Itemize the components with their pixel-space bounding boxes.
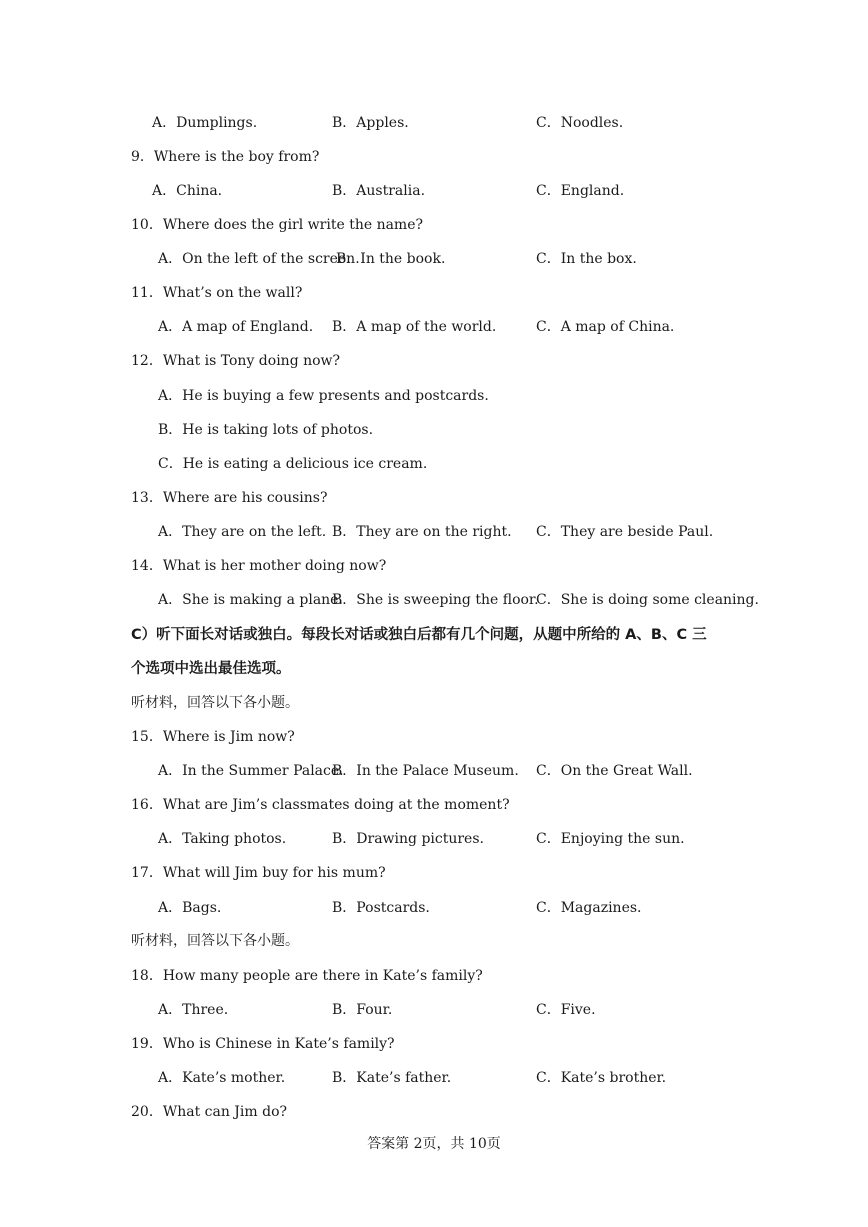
option-c: C．Enjoying the sun. — [536, 831, 685, 847]
question-16-options — [0, 828, 868, 850]
question-18-options — [0, 999, 868, 1021]
question-12-option-a — [0, 385, 868, 407]
option-b: B．Australia. — [332, 183, 426, 199]
option-a: A．Taking photos. — [158, 831, 287, 847]
question-19 — [0, 1033, 868, 1055]
option-b: B．Kate’s father. — [332, 1070, 452, 1086]
question-stem: 12．What is Tony doing now? — [131, 353, 341, 369]
question-9 — [0, 146, 868, 168]
option-c: C．He is eating a delicious ice cream. — [158, 456, 428, 472]
question-13-options — [0, 521, 868, 543]
question-stem: 13．Where are his cousins? — [131, 490, 328, 506]
option-b: B．Apples. — [332, 115, 409, 131]
option-a: A．Three. — [158, 1002, 229, 1018]
option-b: B．He is taking lots of photos. — [158, 422, 374, 438]
question-17-options — [0, 897, 868, 919]
option-a: A．She is making a plane. — [158, 592, 343, 608]
option-b: B．Postcards. — [332, 900, 430, 916]
question-15-options — [0, 760, 868, 782]
page-footer: 答案第 2页，共 10页 — [367, 1136, 501, 1152]
option-a: A．On the left of the screen. — [158, 251, 360, 267]
option-c: C．She is doing some cleaning. — [536, 592, 759, 608]
option-c: C．Noodles. — [536, 115, 624, 131]
question-12-option-b — [0, 419, 868, 441]
option-a: A．Bags. — [158, 900, 222, 916]
question-stem: 16．What are Jim’s classmates doing at the moment? — [131, 797, 510, 813]
option-c: C．A map of China. — [536, 319, 675, 335]
question-13 — [0, 487, 868, 509]
option-a: A．He is buying a few presents and postcards. — [158, 388, 489, 404]
question-12-option-c — [0, 453, 868, 475]
option-c: C．Magazines. — [536, 900, 642, 916]
option-b: B．She is sweeping the floor. — [332, 592, 539, 608]
option-a: A．China. — [152, 183, 223, 199]
instruction-text: 听材料，回答以下各小题。 — [131, 695, 299, 711]
question-20 — [0, 1101, 868, 1123]
section-c-line-2: 个选项中选出最佳选项。 — [131, 661, 291, 677]
question-18 — [0, 965, 868, 987]
question-16 — [0, 794, 868, 816]
question-15 — [0, 726, 868, 748]
question-10 — [0, 214, 868, 236]
option-b: B．In the Palace Museum. — [332, 763, 519, 779]
question-stem: 18．How many people are there in Kate’s family? — [131, 968, 483, 984]
question-stem: 14．What is her mother doing now? — [131, 558, 387, 574]
question-9-options — [0, 180, 868, 202]
question-stem: 9．Where is the boy from? — [131, 149, 320, 165]
section-c-line-1: C）听下面长对话或独白。每段长对话或独白后都有几个问题，从题中所给的 A、B、C 三 — [131, 627, 707, 643]
question-10-options — [0, 248, 868, 270]
section-c-heading — [0, 624, 868, 646]
question-14 — [0, 555, 868, 577]
section-c-heading-cont — [0, 658, 868, 680]
question-11-options — [0, 316, 868, 338]
question-14-options — [0, 589, 868, 611]
option-a: A．Kate’s mother. — [158, 1070, 286, 1086]
option-a: A．They are on the left. — [158, 524, 327, 540]
question-19-options — [0, 1067, 868, 1089]
option-a: A．In the Summer Palace. — [158, 763, 344, 779]
option-c: C．Five. — [536, 1002, 596, 1018]
option-b: B．A map of the world. — [332, 319, 497, 335]
question-stem: 10．Where does the girl write the name? — [131, 217, 424, 233]
option-c: C．They are beside Paul. — [536, 524, 714, 540]
option-b: B．Four. — [332, 1002, 393, 1018]
question-stem: 19．Who is Chinese in Kate’s family? — [131, 1036, 395, 1052]
question-17 — [0, 862, 868, 884]
instruction-text: 听材料，回答以下各小题。 — [131, 933, 299, 949]
question-stem: 20．What can Jim do? — [131, 1104, 288, 1120]
option-b: B．They are on the right. — [332, 524, 512, 540]
option-c: C．England. — [536, 183, 625, 199]
question-12 — [0, 350, 868, 372]
option-c: C．On the Great Wall. — [536, 763, 693, 779]
question-stem: 11．What’s on the wall? — [131, 285, 303, 301]
option-b: B．Drawing pictures. — [332, 831, 484, 847]
option-c: C．Kate’s brother. — [536, 1070, 667, 1086]
option-c: C．In the box. — [536, 251, 637, 267]
option-a: A．A map of England. — [158, 319, 314, 335]
instruction-note-2 — [0, 930, 868, 952]
question-11 — [0, 282, 868, 304]
question-stem: 17．What will Jim buy for his mum? — [131, 865, 386, 881]
question-stem: 15．Where is Jim now? — [131, 729, 295, 745]
instruction-note-1 — [0, 692, 868, 714]
question-8-options — [0, 112, 868, 134]
option-b: B．In the book. — [336, 251, 446, 267]
option-a: A．Dumplings. — [152, 115, 258, 131]
